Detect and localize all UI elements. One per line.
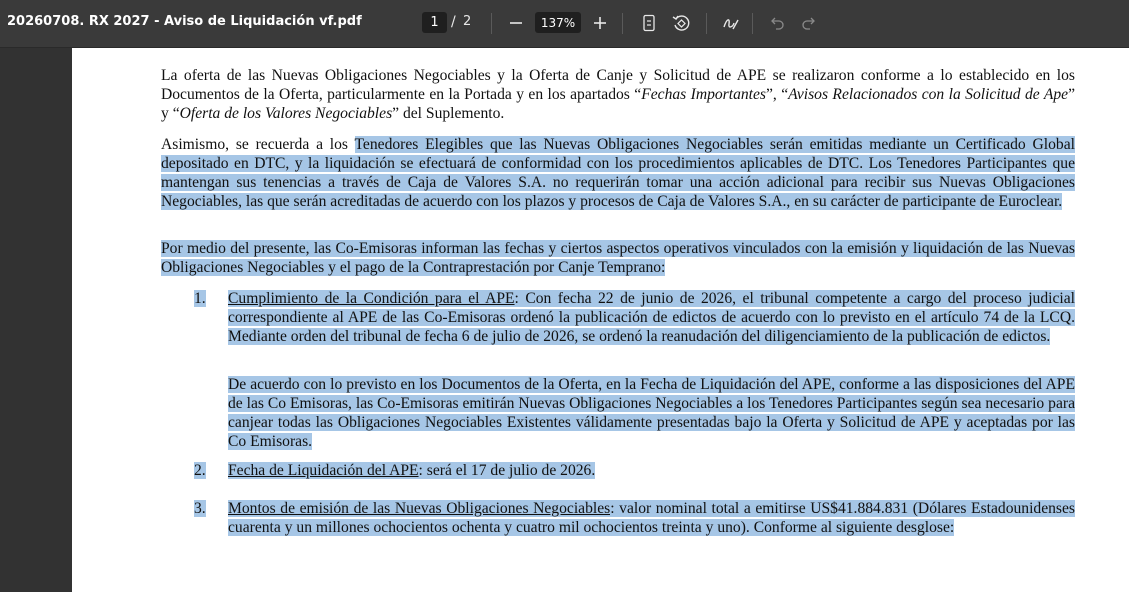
page-number-input[interactable] — [422, 12, 447, 33]
page-total: 2 — [463, 14, 472, 29]
draw-icon — [722, 14, 740, 32]
selected-text: Tenedores Elegibles que las Nuevas Obligaciones Negociables serán emitidas mediante un Certificado Global depositado en DTC, y la liquidación se efectuará de conformidad con los procedimientos aplicables de DTC. Los Tenedores Participantes que mantengan sus tenencias a través de Caja de Valores S.A. no requerirán tomar una acción adicional para recibir sus Nuevas Obligaciones Negociables, las que serán acreditadas de acuerdo con los plazos y procesos de Caja de Valores S.A., en su carácter de participante de Euroclear. — [161, 136, 1075, 210]
list-item-body: : valor nominal total a emitirse US$41.884.831 (Dólares Estadounidenses cuarenta y un millones ochocientos ochenta y cuatro mil ochocientos treinta y uno). Conforme al siguiente desglose: — [228, 500, 1075, 536]
list-number-text: 3. — [194, 500, 206, 517]
viewer-background — [0, 48, 72, 592]
toolbar-divider — [706, 13, 707, 34]
toolbar-divider — [491, 13, 492, 34]
paragraph-text: ”, “ — [766, 86, 789, 103]
list-item-heading: Cumplimiento de la Condición para el APE — [228, 290, 515, 307]
paragraph-text: ” y “ — [161, 86, 1076, 122]
toolbar-divider — [622, 13, 623, 34]
list-item-1-continued — [228, 375, 1075, 451]
pdf-toolbar — [0, 0, 1129, 48]
undo-icon — [769, 15, 785, 31]
page-separator: / — [451, 14, 456, 30]
list-number — [194, 461, 206, 480]
redo-button[interactable] — [796, 10, 822, 36]
list-item-2 — [228, 461, 1075, 480]
list-number — [194, 499, 206, 518]
list-number — [194, 289, 206, 308]
list-item-heading: Fecha de Liquidación del APE — [228, 462, 419, 479]
list-number-text: 2. — [194, 462, 206, 479]
plus-icon — [593, 16, 607, 30]
selected-text: Por medio del presente, las Co-Emisoras informan las fechas y ciertos aspectos operativos vinculados con la emisión y liquidación de las Nuevas Obligaciones Negociables y el pago de la Contraprestación por Canje Temprano: — [161, 240, 1075, 276]
list-item-body: De acuerdo con lo previsto en los Documentos de la Oferta, en la Fecha de Liquidación del APE, conforme a las disposiciones del APE de las Co Emisoras, las Co-Emisoras emitirán Nuevas Obligaciones Negociables a los Tenedores Participantes según sea necesario para canjear todas las Obligaciones Negociables Existentes válidamente presentadas bajo la Oferta y Solicitud de APE y aceptadas por las Co Emisoras. — [228, 376, 1075, 450]
paragraph-text: Asimismo, se recuerda a los — [161, 136, 355, 153]
rotate-icon — [672, 14, 690, 32]
paragraph-oferta — [161, 66, 1075, 123]
paragraph-text: ” del Suplemento. — [392, 105, 505, 122]
undo-button[interactable] — [764, 10, 790, 36]
paragraph-text: La oferta de las Nuevas Obligaciones Negociables y la Oferta de Canje y Solicitud de APE se realizaron conforme a lo establecido en los Documentos de la Oferta, particularmente en la Portada y en los apartados “ — [161, 67, 1075, 103]
list-item-body: : será el 17 de julio de 2026. — [418, 462, 596, 479]
list-item-1 — [228, 289, 1075, 346]
paragraph-asimismo — [161, 135, 1075, 211]
list-item-3 — [228, 499, 1075, 537]
fit-page-icon — [641, 14, 657, 32]
list-number-text: 1. — [194, 290, 206, 307]
zoom-level[interactable]: 137% — [535, 12, 581, 33]
toolbar-divider — [752, 13, 753, 34]
italic-reference: Fechas Importantes — [641, 86, 767, 103]
italic-reference: Oferta de los Valores Negociables — [179, 105, 393, 122]
pdf-page — [72, 48, 1129, 592]
list-item-heading: Montos de emisión de las Nuevas Obligaciones Negociables — [228, 500, 611, 517]
minus-icon — [509, 16, 523, 30]
paragraph-por-medio — [161, 239, 1075, 277]
draw-button[interactable] — [718, 10, 744, 36]
zoom-in-button[interactable] — [587, 10, 613, 36]
italic-reference: Avisos Relacionados con la Solicitud de Ape — [788, 86, 1069, 103]
document-title: 20260708. RX 2027 - Aviso de Liquidación vf.pdf — [7, 14, 362, 29]
redo-icon — [801, 15, 817, 31]
fit-page-button[interactable] — [636, 10, 662, 36]
rotate-button[interactable] — [668, 10, 694, 36]
zoom-out-button[interactable] — [503, 10, 529, 36]
list-item-body: : Con fecha 22 de junio de 2026, el tribunal competente a cargo del proceso judicial correspondiente al APE de las Co-Emisoras ordenó la publicación de edictos de acuerdo con lo previsto en el artículo 74 de la LCQ. Mediante orden del tribunal de fecha 6 de julio de 2026, se ordenó la reanudación del diligenciamiento de la publicación de edictos. — [228, 290, 1075, 345]
